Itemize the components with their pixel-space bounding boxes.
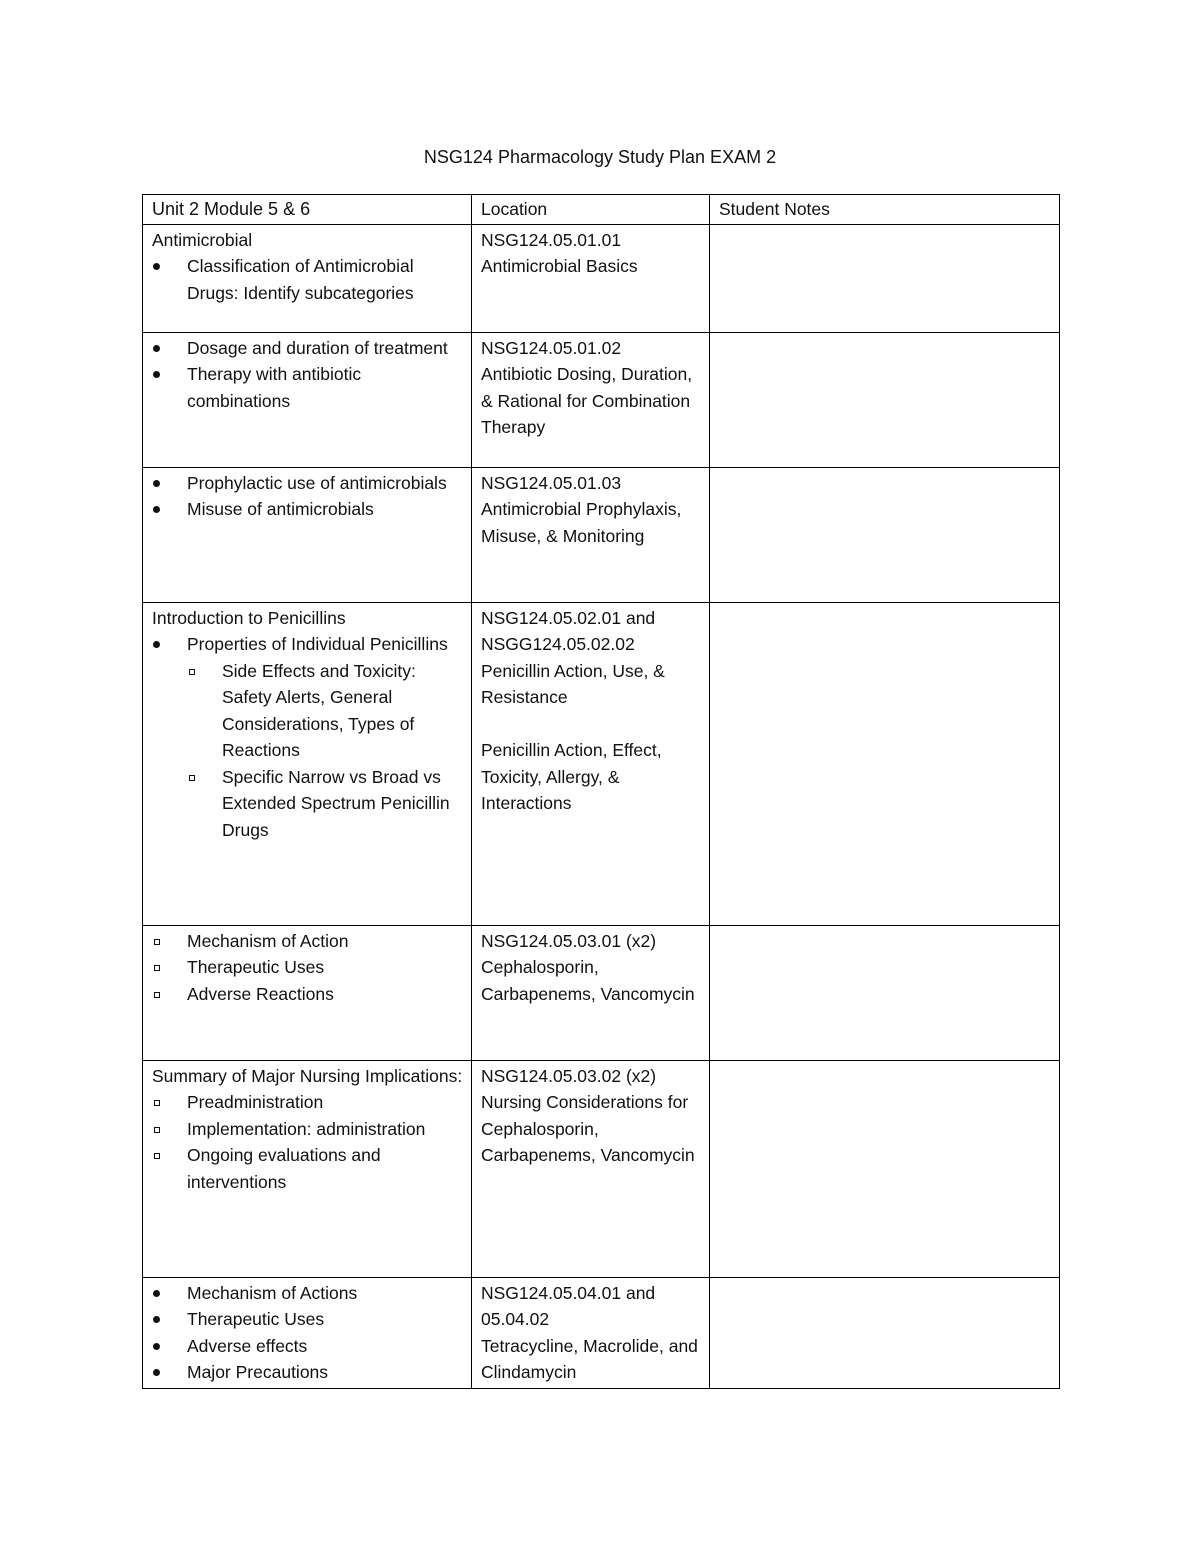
location-code: NSG124.05.03.02 (x2) — [481, 1065, 657, 1086]
location-code: NSG124.05.01.02 — [481, 337, 622, 358]
location-title: Antimicrobial Basics — [481, 256, 638, 276]
topic-list — [152, 253, 463, 306]
topic-cell — [143, 1060, 472, 1277]
list-item: Mechanism of Action — [152, 928, 463, 955]
topic-heading: Antimicrobial — [152, 229, 253, 250]
list-item: Preadministration — [152, 1089, 463, 1116]
header-location: Location — [472, 195, 710, 225]
table-row — [143, 332, 1060, 467]
topic-list — [152, 928, 463, 1008]
list-item: Dosage and duration of treatment — [152, 335, 463, 362]
table-row — [143, 925, 1060, 1060]
topic-list — [152, 631, 463, 658]
list-item: Adverse effects — [152, 1333, 463, 1360]
location-cell — [472, 467, 710, 602]
location-title-extra: Penicillin Action, Effect, Toxicity, Allergy, & Interactions — [481, 740, 662, 813]
student-notes-cell[interactable] — [710, 602, 1060, 925]
location-cell — [472, 1060, 710, 1277]
table-row — [143, 1277, 1060, 1388]
topic-sublist — [152, 658, 463, 844]
table-row — [143, 224, 1060, 332]
topic-heading: Summary of Major Nursing Implications: — [152, 1065, 463, 1086]
page-title: NSG124 Pharmacology Study Plan EXAM 2 — [423, 147, 777, 167]
table-row — [143, 467, 1060, 602]
sub-list-item: Specific Narrow vs Broad vs Extended Spectrum Penicillin Drugs — [187, 764, 463, 844]
location-code: NSG124.05.04.01 and 05.04.02 — [481, 1282, 656, 1329]
location-code: NSG124.05.01.01 — [481, 229, 622, 250]
topic-list — [152, 335, 463, 415]
topic-cell — [143, 602, 472, 925]
location-title: Penicillin Action, Use, & Resistance — [481, 660, 665, 707]
header-topic: Unit 2 Module 5 & 6 — [143, 195, 472, 225]
student-notes-cell[interactable] — [710, 1060, 1060, 1277]
list-item: Therapy with antibiotic combinations — [152, 361, 463, 414]
location-code: NSG124.05.02.01 and NSGG124.05.02.02 — [481, 607, 656, 654]
location-cell — [472, 224, 710, 332]
location-cell — [472, 1277, 710, 1388]
list-item: Therapeutic Uses — [152, 1306, 463, 1333]
table-header-row — [143, 195, 1060, 225]
topic-list — [152, 1280, 463, 1386]
location-title: Antibiotic Dosing, Duration, & Rational for Combination Therapy — [481, 364, 693, 437]
location-title: Antimicrobial Prophylaxis, Misuse, & Monitoring — [481, 499, 682, 546]
student-notes-cell[interactable] — [710, 224, 1060, 332]
list-item: Misuse of antimicrobials — [152, 496, 463, 523]
topic-list — [152, 1089, 463, 1195]
location-cell — [472, 602, 710, 925]
list-item-label: Properties of Individual Penicillins — [187, 634, 448, 654]
sub-list-item: Side Effects and Toxicity: Safety Alerts, General Considerations, Types of Reactions — [187, 658, 463, 764]
student-notes-cell[interactable] — [710, 467, 1060, 602]
topic-cell — [143, 332, 472, 467]
topic-list — [152, 470, 463, 523]
location-title: Cephalosporin, Carbapenems, Vancomycin — [481, 957, 695, 1004]
header-student-notes: Student Notes — [710, 195, 1060, 225]
topic-cell — [143, 467, 472, 602]
table-row — [143, 1060, 1060, 1277]
list-item — [152, 631, 463, 658]
list-item: Implementation: administration — [152, 1116, 463, 1143]
student-notes-cell[interactable] — [710, 332, 1060, 467]
student-notes-cell[interactable] — [710, 925, 1060, 1060]
study-plan-table — [142, 194, 1060, 1389]
topic-cell — [143, 925, 472, 1060]
list-item: Ongoing evaluations and interventions — [152, 1142, 463, 1195]
topic-cell — [143, 224, 472, 332]
location-cell — [472, 332, 710, 467]
location-title: Nursing Considerations for Cephalosporin, Carbapenems, Vancomycin — [481, 1092, 695, 1165]
student-notes-cell[interactable] — [710, 1277, 1060, 1388]
list-item: Therapeutic Uses — [152, 954, 463, 981]
location-cell — [472, 925, 710, 1060]
location-code: NSG124.05.03.01 (x2) — [481, 930, 657, 951]
location-spacer — [481, 711, 701, 738]
list-item: Adverse Reactions — [152, 981, 463, 1008]
list-item: Prophylactic use of antimicrobials — [152, 470, 463, 497]
list-item: Classification of Antimicrobial Drugs: Identify subcategories — [152, 253, 463, 306]
topic-cell — [143, 1277, 472, 1388]
location-code: NSG124.05.01.03 — [481, 472, 622, 493]
list-item: Mechanism of Actions — [152, 1280, 463, 1307]
table-row — [143, 602, 1060, 925]
list-item: Major Precautions — [152, 1359, 463, 1386]
topic-heading: Introduction to Penicillins — [152, 607, 346, 628]
location-title: Tetracycline, Macrolide, and Clindamycin — [481, 1335, 698, 1382]
